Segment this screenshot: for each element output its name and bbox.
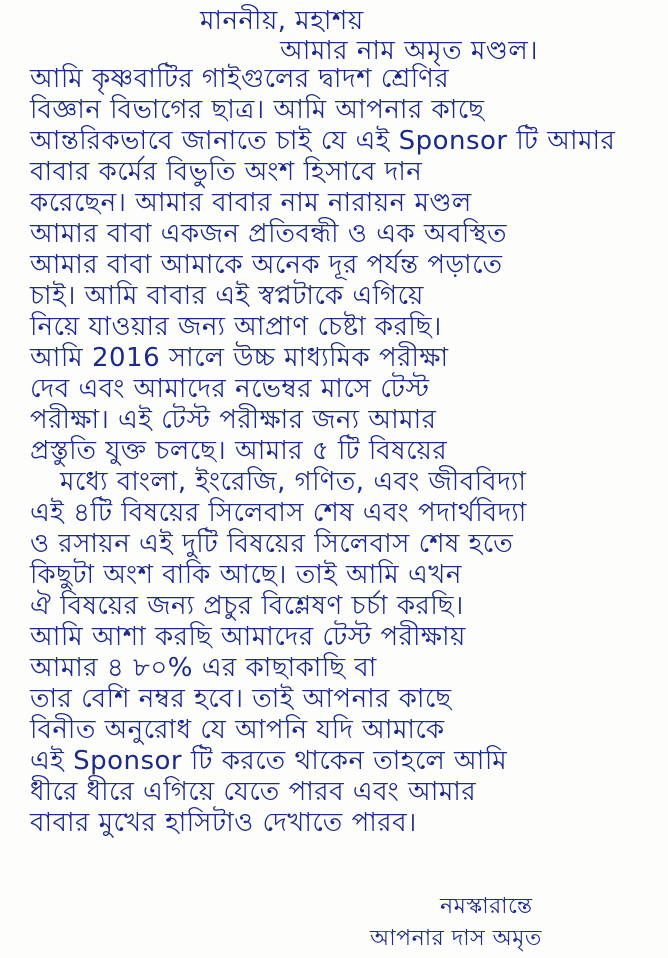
letter-body-line: নিয়ে যাওয়ার জন্য আপ্রাণ চেষ্টা করছি। bbox=[30, 312, 442, 342]
letter-body-line: চাই। আমি বাবার এই স্বপ্নটাকে এগিয়ে bbox=[30, 281, 424, 311]
letter-body-line: বিনীত অনুরোধ যে আপনি যদি আমাকে bbox=[30, 715, 445, 745]
letter-body-line: প্রস্তুতি যুক্ত চলছে। আমার ৫ টি বিষয়ের bbox=[30, 436, 448, 466]
letter-closing: নমস্কারান্তে bbox=[440, 894, 533, 919]
letter-body-line: আমার ৪ ৮০% এর কাছাকাছি বা bbox=[30, 653, 377, 683]
letter-body-line: করেছেন। আমার বাবার নাম নারায়ন মণ্ডল bbox=[30, 188, 472, 218]
letter-body-line: আমি কৃষ্ণবাটির গাইগুলের দ্বাদশ শ্রেণির bbox=[30, 64, 450, 94]
letter-body-line: বাবার কর্মের বিভুতি অংশ হিসাবে দান bbox=[30, 157, 423, 187]
letter-intro: আমার নাম অমৃত মণ্ডল। bbox=[280, 36, 539, 66]
letter-body-line: ও রসায়ন এই দুটি বিষয়ের সিলেবাস শেষ হতে bbox=[30, 529, 514, 559]
letter-body-line: আমি আশা করছি আমাদের টেস্ট পরীক্ষায় bbox=[30, 622, 466, 652]
letter-body-line: বিজ্ঞান বিভাগের ছাত্র। আমি আপনার কাছে bbox=[30, 95, 485, 125]
letter-body-line: ধীরে ধীরে এগিয়ে যেতে পারব এবং আমার bbox=[30, 777, 477, 807]
letter-signature: আপনার দাস অমৃত bbox=[370, 926, 542, 951]
letter-body-line: বাবার মুখের হাসিটাও দেখাতে পারব। bbox=[30, 808, 417, 838]
letter-body-line: আমার বাবা আমাকে অনেক দূর পর্যন্ত পড়াতে bbox=[30, 250, 503, 280]
letter-body-line: তার বেশি নম্বর হবে। তাই আপনার কাছে bbox=[30, 684, 452, 714]
letter-body-line: আমি 2016 সালে উচ্চ মাধ্যমিক পরীক্ষা bbox=[30, 343, 449, 373]
letter-body-line: ঐ বিষয়ের জন্য প্রচুর বিশ্লেষণ চর্চা করছি। bbox=[30, 591, 464, 621]
letter-body-line: পরীক্ষা। এই টেস্ট পরীক্ষার জন্য আমার bbox=[30, 405, 437, 435]
letter-body-line: আমার বাবা একজন প্রতিবন্ধী ও এক অবস্থিত bbox=[30, 219, 508, 249]
letter-body-line: আন্তরিকভাবে জানাতে চাই যে এই Sponsor টি আমার bbox=[30, 126, 616, 156]
letter-body-line: দেব এবং আমাদের নভেম্বর মাসে টেস্ট bbox=[30, 374, 430, 404]
letter-body-line: এই ৪টি বিষয়ের সিলেবাস শেষ এবং পদার্থবিদ্যা bbox=[30, 498, 527, 528]
letter-body-line: এই Sponsor টি করতে থাকেন তাহলে আমি bbox=[30, 746, 508, 776]
letter-body-line: মধ্যে বাংলা, ইংরেজি, গণিত, এবং জীববিদ্যা bbox=[60, 467, 527, 497]
letter-salutation: মাননীয়, মহাশয় bbox=[200, 6, 364, 36]
letter-body-line: কিছুটা অংশ বাকি আছে। তাই আমি এখন bbox=[30, 560, 462, 590]
